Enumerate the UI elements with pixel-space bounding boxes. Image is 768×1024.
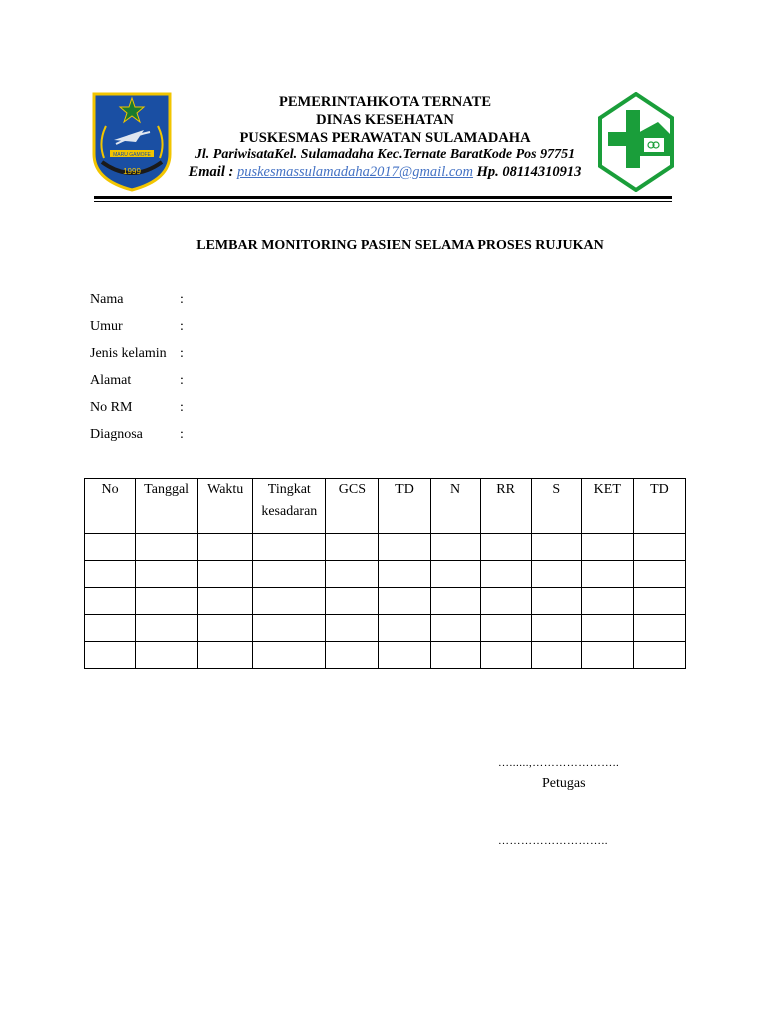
table-cell[interactable] (480, 642, 531, 669)
table-cell[interactable] (85, 615, 136, 642)
table-cell[interactable] (633, 588, 685, 615)
table-cell[interactable] (531, 588, 581, 615)
field-nama: Nama : (90, 290, 184, 310)
table-cell[interactable] (531, 615, 581, 642)
table-cell[interactable] (136, 561, 198, 588)
header-line-3: PUSKESMAS PERAWATAN SULAMADAHA (239, 130, 531, 146)
table-cell[interactable] (198, 561, 253, 588)
table-cell[interactable] (379, 534, 430, 561)
table-cell[interactable] (253, 642, 326, 669)
col-header-td-2: TD (633, 479, 685, 534)
table-cell[interactable] (581, 588, 633, 615)
table-cell[interactable] (633, 642, 685, 669)
table-row (85, 561, 686, 588)
field-diagnosa: Diagnosa : (90, 425, 184, 445)
table-row (85, 588, 686, 615)
table-cell[interactable] (136, 642, 198, 669)
table-cell[interactable] (85, 588, 136, 615)
field-label: No RM (90, 400, 133, 415)
col-header-no: No (85, 479, 136, 534)
signature-name-line: ……………………….. (498, 835, 608, 847)
col-header-gcs: GCS (326, 479, 379, 534)
table-cell[interactable] (85, 561, 136, 588)
col-header-n: N (430, 479, 480, 534)
col-header-tingkat-kesadaran: Tingkat kesadaran (253, 479, 326, 534)
table-cell[interactable] (531, 561, 581, 588)
table-cell[interactable] (430, 534, 480, 561)
table-cell[interactable] (85, 642, 136, 669)
table-cell[interactable] (531, 642, 581, 669)
table-cell[interactable] (581, 615, 633, 642)
field-no-rm: No RM : (90, 398, 184, 418)
table-cell[interactable] (430, 615, 480, 642)
signature-role: Petugas (542, 776, 586, 791)
header-line-2: DINAS KESEHATAN (316, 112, 454, 128)
table-cell[interactable] (379, 642, 430, 669)
field-label: Nama (90, 292, 124, 307)
table-cell[interactable] (253, 588, 326, 615)
table-cell[interactable] (136, 588, 198, 615)
table-cell[interactable] (480, 615, 531, 642)
table-cell[interactable] (379, 588, 430, 615)
header-rule-thin (94, 201, 672, 202)
table-cell[interactable] (379, 615, 430, 642)
table-cell[interactable] (253, 615, 326, 642)
table-cell[interactable] (633, 615, 685, 642)
table-cell[interactable] (480, 588, 531, 615)
table-cell[interactable] (198, 534, 253, 561)
table-cell[interactable] (198, 588, 253, 615)
logo-banner-text: MARU GAMOFE (113, 152, 151, 158)
table-body (85, 534, 686, 669)
table-cell[interactable] (326, 561, 379, 588)
header-rule-thick (94, 196, 672, 199)
header-line-1: PEMERINTAHKOTA TERNATE (278, 94, 492, 110)
table-row (85, 534, 686, 561)
table-cell[interactable] (136, 615, 198, 642)
table-cell[interactable] (480, 561, 531, 588)
table-cell[interactable] (430, 561, 480, 588)
header-contact (180, 163, 590, 181)
col-header-rr: RR (480, 479, 531, 534)
ternate-logo (92, 92, 172, 192)
table-cell[interactable] (480, 534, 531, 561)
email-label: Email : (188, 164, 237, 180)
table-cell[interactable] (581, 642, 633, 669)
table-header-row (85, 479, 686, 534)
table-cell[interactable] (531, 534, 581, 561)
field-label: Jenis kelamin (90, 346, 167, 361)
table-cell[interactable] (430, 588, 480, 615)
table-row (85, 642, 686, 669)
field-label: Umur (90, 319, 123, 334)
table-cell[interactable] (326, 642, 379, 669)
col-header-s: S (531, 479, 581, 534)
table-row (85, 615, 686, 642)
field-label: Diagnosa (90, 427, 143, 442)
field-jenis-kelamin: Jenis kelamin : (90, 344, 184, 364)
table-cell[interactable] (633, 561, 685, 588)
document-title: LEMBAR MONITORING PASIEN SELAMA PROSES RUJUKAN (196, 238, 604, 253)
table-cell[interactable] (430, 642, 480, 669)
table-cell[interactable] (253, 561, 326, 588)
field-alamat: Alamat : (90, 371, 184, 391)
table-cell[interactable] (198, 615, 253, 642)
field-label: Alamat (90, 373, 132, 388)
email-link[interactable]: puskesmassulamadaha2017@gmail.com (236, 164, 474, 180)
table-cell[interactable] (326, 534, 379, 561)
col-header-waktu: Waktu (198, 479, 253, 534)
table-cell[interactable] (198, 642, 253, 669)
table-cell[interactable] (326, 615, 379, 642)
table-cell[interactable] (379, 561, 430, 588)
puskesmas-logo (596, 92, 676, 192)
table-cell[interactable] (326, 588, 379, 615)
table-cell[interactable] (136, 534, 198, 561)
table-cell[interactable] (581, 534, 633, 561)
col-header-ket: KET (581, 479, 633, 534)
signature-date-line: …......,………………….. (498, 757, 620, 769)
col-header-tanggal: Tanggal (136, 479, 198, 534)
header-address: Jl. PariwisataKel. Sulamadaha Kec.Ternate BaratKode Pos 97751 (194, 147, 576, 162)
col-header-td: TD (379, 479, 430, 534)
table-cell[interactable] (581, 561, 633, 588)
logo-year-text: 1999 (123, 167, 141, 176)
monitoring-table (84, 478, 686, 669)
table-cell[interactable] (85, 534, 136, 561)
table-cell[interactable] (633, 534, 685, 561)
table-cell[interactable] (253, 534, 326, 561)
phone-text: Hp. 08114310913 (473, 164, 582, 180)
field-umur: Umur : (90, 317, 184, 337)
